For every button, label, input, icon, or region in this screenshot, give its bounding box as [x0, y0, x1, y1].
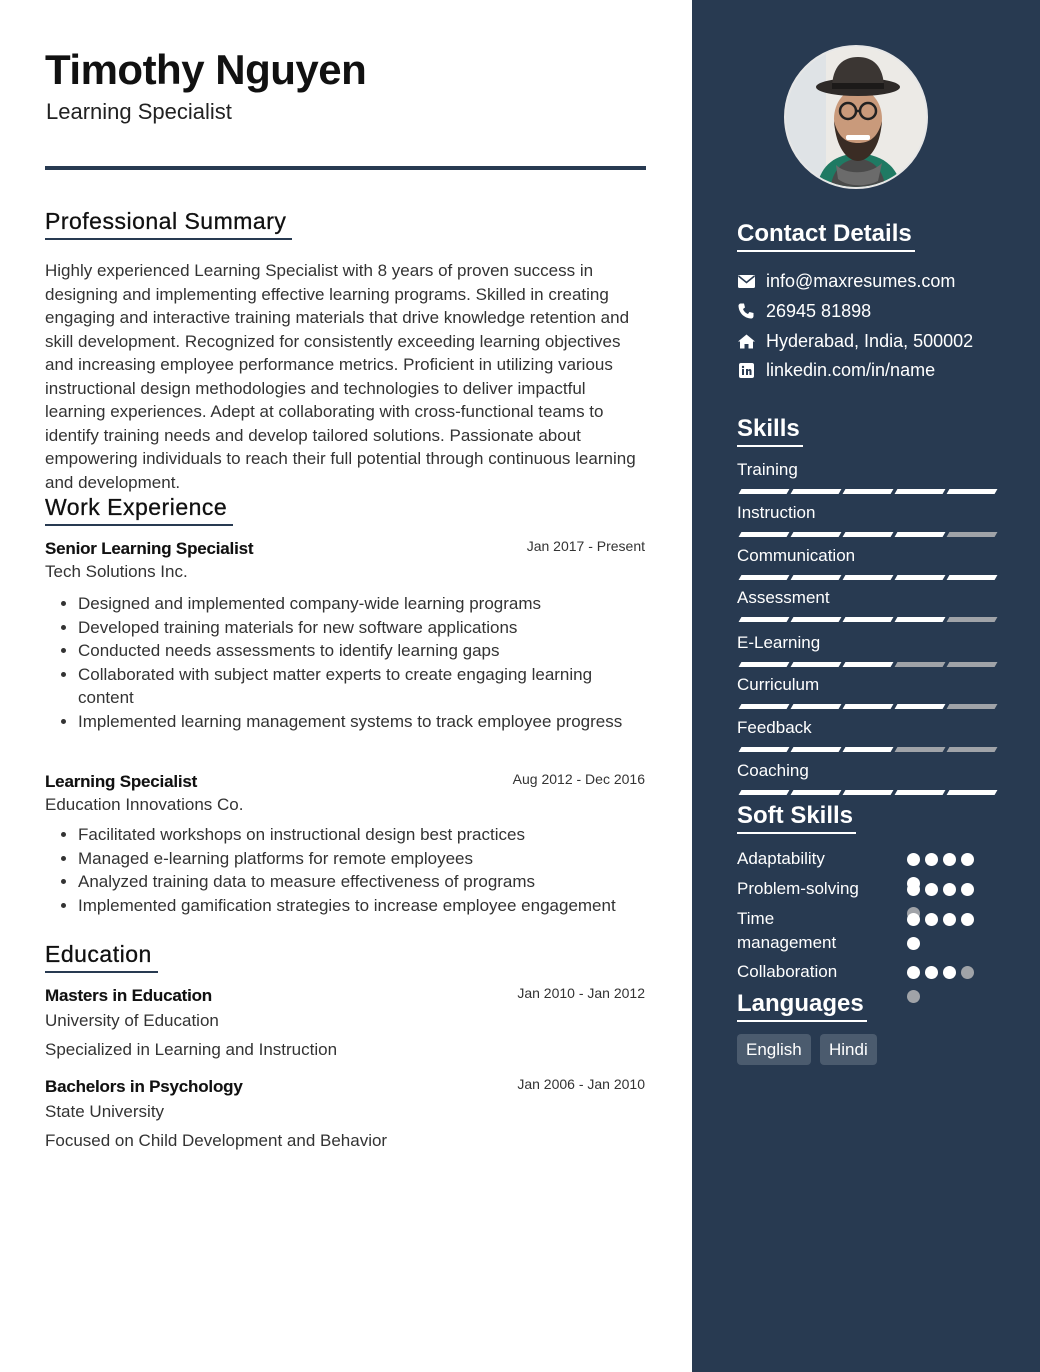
linkedin-icon	[737, 361, 755, 379]
skill-level-segment	[947, 489, 998, 494]
education-dates: Jan 2006 - Jan 2010	[517, 1076, 645, 1092]
skill-row	[737, 503, 993, 523]
skill-label: Training	[737, 460, 798, 479]
skill-level-segment	[947, 617, 998, 622]
job-company: Education Innovations Co.	[45, 795, 244, 814]
skill-level-segment	[843, 575, 894, 580]
soft-skill-label: Time management	[737, 909, 837, 952]
soft-skill-label: Collaboration	[737, 962, 838, 981]
job-entry	[45, 772, 645, 917]
skill-level-bars	[737, 617, 993, 623]
soft-skill-label: Adaptability	[737, 849, 825, 868]
contact-heading: Contact Details	[737, 220, 915, 252]
job-company: Tech Solutions Inc.	[45, 562, 188, 581]
soft-skill-dot	[943, 853, 956, 866]
skill-row	[737, 588, 993, 608]
contact-linkedin-text: linkedin.com/in/name	[766, 359, 936, 380]
skill-level-segment	[739, 747, 790, 752]
skill-level-segment	[843, 489, 894, 494]
skill-level-bars	[737, 575, 993, 581]
contact-address	[737, 329, 973, 353]
language-tag: English	[737, 1034, 811, 1065]
soft-skill-row	[737, 907, 857, 955]
soft-skill-dot	[943, 966, 956, 979]
contact-email-text: info@maxresumes.com	[766, 270, 956, 291]
soft-skill-dot	[907, 990, 920, 1003]
skill-level-segment	[947, 747, 998, 752]
education-entry	[45, 986, 645, 1060]
soft-skill-dot	[943, 913, 956, 926]
soft-skill-dot	[907, 966, 920, 979]
skills-heading: Skills	[737, 415, 803, 447]
education-heading: Education	[45, 941, 158, 973]
contact-phone[interactable]	[737, 299, 871, 323]
soft-skill-label: Problem-solving	[737, 879, 859, 898]
skill-level-segment	[947, 575, 998, 580]
skill-level-segment	[895, 747, 946, 752]
job-bullet: • Collaborated with subject matter experts to create engaging learning content	[78, 663, 645, 710]
home-icon	[737, 332, 755, 350]
soft-skill-dot	[925, 966, 938, 979]
skill-level-bars	[737, 489, 993, 495]
degree: Bachelors in Psychology	[45, 1077, 243, 1096]
skill-level-segment	[791, 747, 842, 752]
skill-level-segment	[895, 617, 946, 622]
skill-row	[737, 460, 993, 480]
envelope-icon	[737, 272, 755, 290]
soft-skill-dot	[961, 966, 974, 979]
skill-level-bars	[737, 790, 993, 796]
summary-heading: Professional Summary	[45, 208, 292, 240]
job-bullet: • Managed e-learning platforms for remote employees	[78, 847, 645, 871]
skill-level-bars	[737, 662, 993, 668]
skill-label: Communication	[737, 546, 856, 565]
skill-level-segment	[791, 575, 842, 580]
school: State University	[45, 1102, 165, 1121]
skill-level-segment	[843, 532, 894, 537]
skill-label: Coaching	[737, 761, 809, 780]
skill-level-segment	[843, 662, 894, 667]
soft-skill-dot	[907, 937, 920, 950]
soft-skill-dot	[907, 913, 920, 926]
skill-level-bars	[737, 704, 993, 710]
job-bullet: • Facilitated workshops on instructional design best practices	[78, 823, 645, 847]
job-bullets	[45, 823, 645, 917]
profile-photo	[784, 45, 928, 189]
skill-level-segment	[947, 662, 998, 667]
job-bullets	[45, 592, 645, 733]
job-dates: Aug 2012 - Dec 2016	[512, 771, 645, 787]
contact-linkedin[interactable]	[737, 358, 935, 382]
skill-row	[737, 718, 993, 738]
soft-skill-dot	[907, 853, 920, 866]
job-bullet: • Implemented gamification strategies to increase employee engagement	[78, 894, 645, 918]
soft-skill-dot	[925, 883, 938, 896]
job-bullet: • Developed training materials for new software applications	[78, 616, 645, 640]
skill-label: Feedback	[737, 718, 812, 737]
skill-row	[737, 675, 993, 695]
language-tag: Hindi	[820, 1034, 877, 1065]
contact-phone-text: 26945 81898	[766, 300, 872, 321]
contact-email[interactable]	[737, 269, 955, 293]
skill-level-segment	[895, 662, 946, 667]
skill-level-segment	[947, 790, 998, 795]
skill-label: Assessment	[737, 588, 830, 607]
education-description: Focused on Child Development and Behavior	[45, 1131, 388, 1150]
skill-level-segment	[739, 790, 790, 795]
candidate-title: Learning Specialist	[46, 99, 232, 124]
job-entry	[45, 539, 645, 733]
soft-skill-dot	[961, 883, 974, 896]
skill-level-bars	[737, 532, 993, 538]
work-heading: Work Experience	[45, 494, 233, 526]
skill-row	[737, 546, 993, 566]
skill-level-segment	[895, 489, 946, 494]
soft-skill-row	[737, 877, 897, 901]
phone-icon	[737, 302, 755, 320]
skill-label: Instruction	[737, 503, 816, 522]
skill-level-segment	[947, 532, 998, 537]
soft-skills-heading: Soft Skills	[737, 802, 856, 834]
skill-level-segment	[739, 662, 790, 667]
skill-row	[737, 633, 993, 653]
education-dates: Jan 2010 - Jan 2012	[517, 985, 645, 1001]
avatar	[786, 47, 928, 189]
skill-level-segment	[791, 662, 842, 667]
skill-level-segment	[843, 790, 894, 795]
skill-level-segment	[739, 617, 790, 622]
soft-skill-dot	[961, 913, 974, 926]
skill-level-segment	[739, 704, 790, 709]
education-description: Specialized in Learning and Instruction	[45, 1040, 338, 1059]
skill-level-segment	[947, 704, 998, 709]
education-entry	[45, 1077, 645, 1151]
soft-skill-dot	[907, 883, 920, 896]
skill-level-segment	[791, 704, 842, 709]
skill-level-segment	[895, 790, 946, 795]
job-bullet: • Implemented learning management systems to track employee progress	[78, 710, 645, 734]
header-divider	[45, 166, 646, 170]
job-bullet: • Analyzed training data to measure effectiveness of programs	[78, 870, 645, 894]
job-dates: Jan 2017 - Present	[526, 538, 645, 554]
soft-skill-dot	[925, 853, 938, 866]
school: University of Education	[45, 1011, 219, 1030]
candidate-name: Timothy Nguyen	[45, 46, 367, 93]
skill-level-segment	[739, 532, 790, 537]
skill-label: Curriculum	[737, 675, 820, 694]
job-bullet: • Conducted needs assessments to identify learning gaps	[78, 639, 645, 663]
soft-skill-row	[737, 960, 897, 984]
skill-level-segment	[895, 532, 946, 537]
skill-level-segment	[843, 704, 894, 709]
soft-skill-row	[737, 847, 897, 871]
skill-label: E-Learning	[737, 633, 821, 652]
contact-address-text: Hyderabad, India, 500002	[766, 330, 974, 351]
skill-level-segment	[739, 489, 790, 494]
skill-row	[737, 761, 993, 781]
skill-level-segment	[791, 489, 842, 494]
skill-level-segment	[895, 575, 946, 580]
job-bullet: • Designed and implemented company-wide learning programs	[78, 592, 645, 616]
soft-skill-dot	[943, 883, 956, 896]
skill-level-segment	[791, 532, 842, 537]
skill-level-segment	[843, 747, 894, 752]
degree: Masters in Education	[45, 986, 212, 1005]
skill-level-bars	[737, 747, 993, 753]
soft-skill-dot	[925, 913, 938, 926]
job-role: Senior Learning Specialist	[45, 539, 254, 558]
skill-level-segment	[791, 617, 842, 622]
languages-heading: Languages	[737, 990, 867, 1022]
job-role: Learning Specialist	[45, 772, 198, 791]
skill-level-segment	[791, 790, 842, 795]
skill-level-segment	[739, 575, 790, 580]
skill-level-segment	[895, 704, 946, 709]
summary-text: Highly experienced Learning Specialist with 8 years of proven success in designing and implementing effective learning programs. Skilled in creating engaging and interactive training materials that drive knowledge retention and skill development. Recognized for consistently exceeding learning objectives and increasing employee performance metrics. Proficient in utilizing various instructional design methodologies and technologies to deliver impactful learning experiences. Adept at collaborating with cross-functional teams to identify training needs and develop tailored solutions. Passionate about empowering individuals to reach their full potential through continuous learning and development.	[45, 261, 636, 492]
soft-skill-dot	[961, 853, 974, 866]
skill-level-segment	[843, 617, 894, 622]
